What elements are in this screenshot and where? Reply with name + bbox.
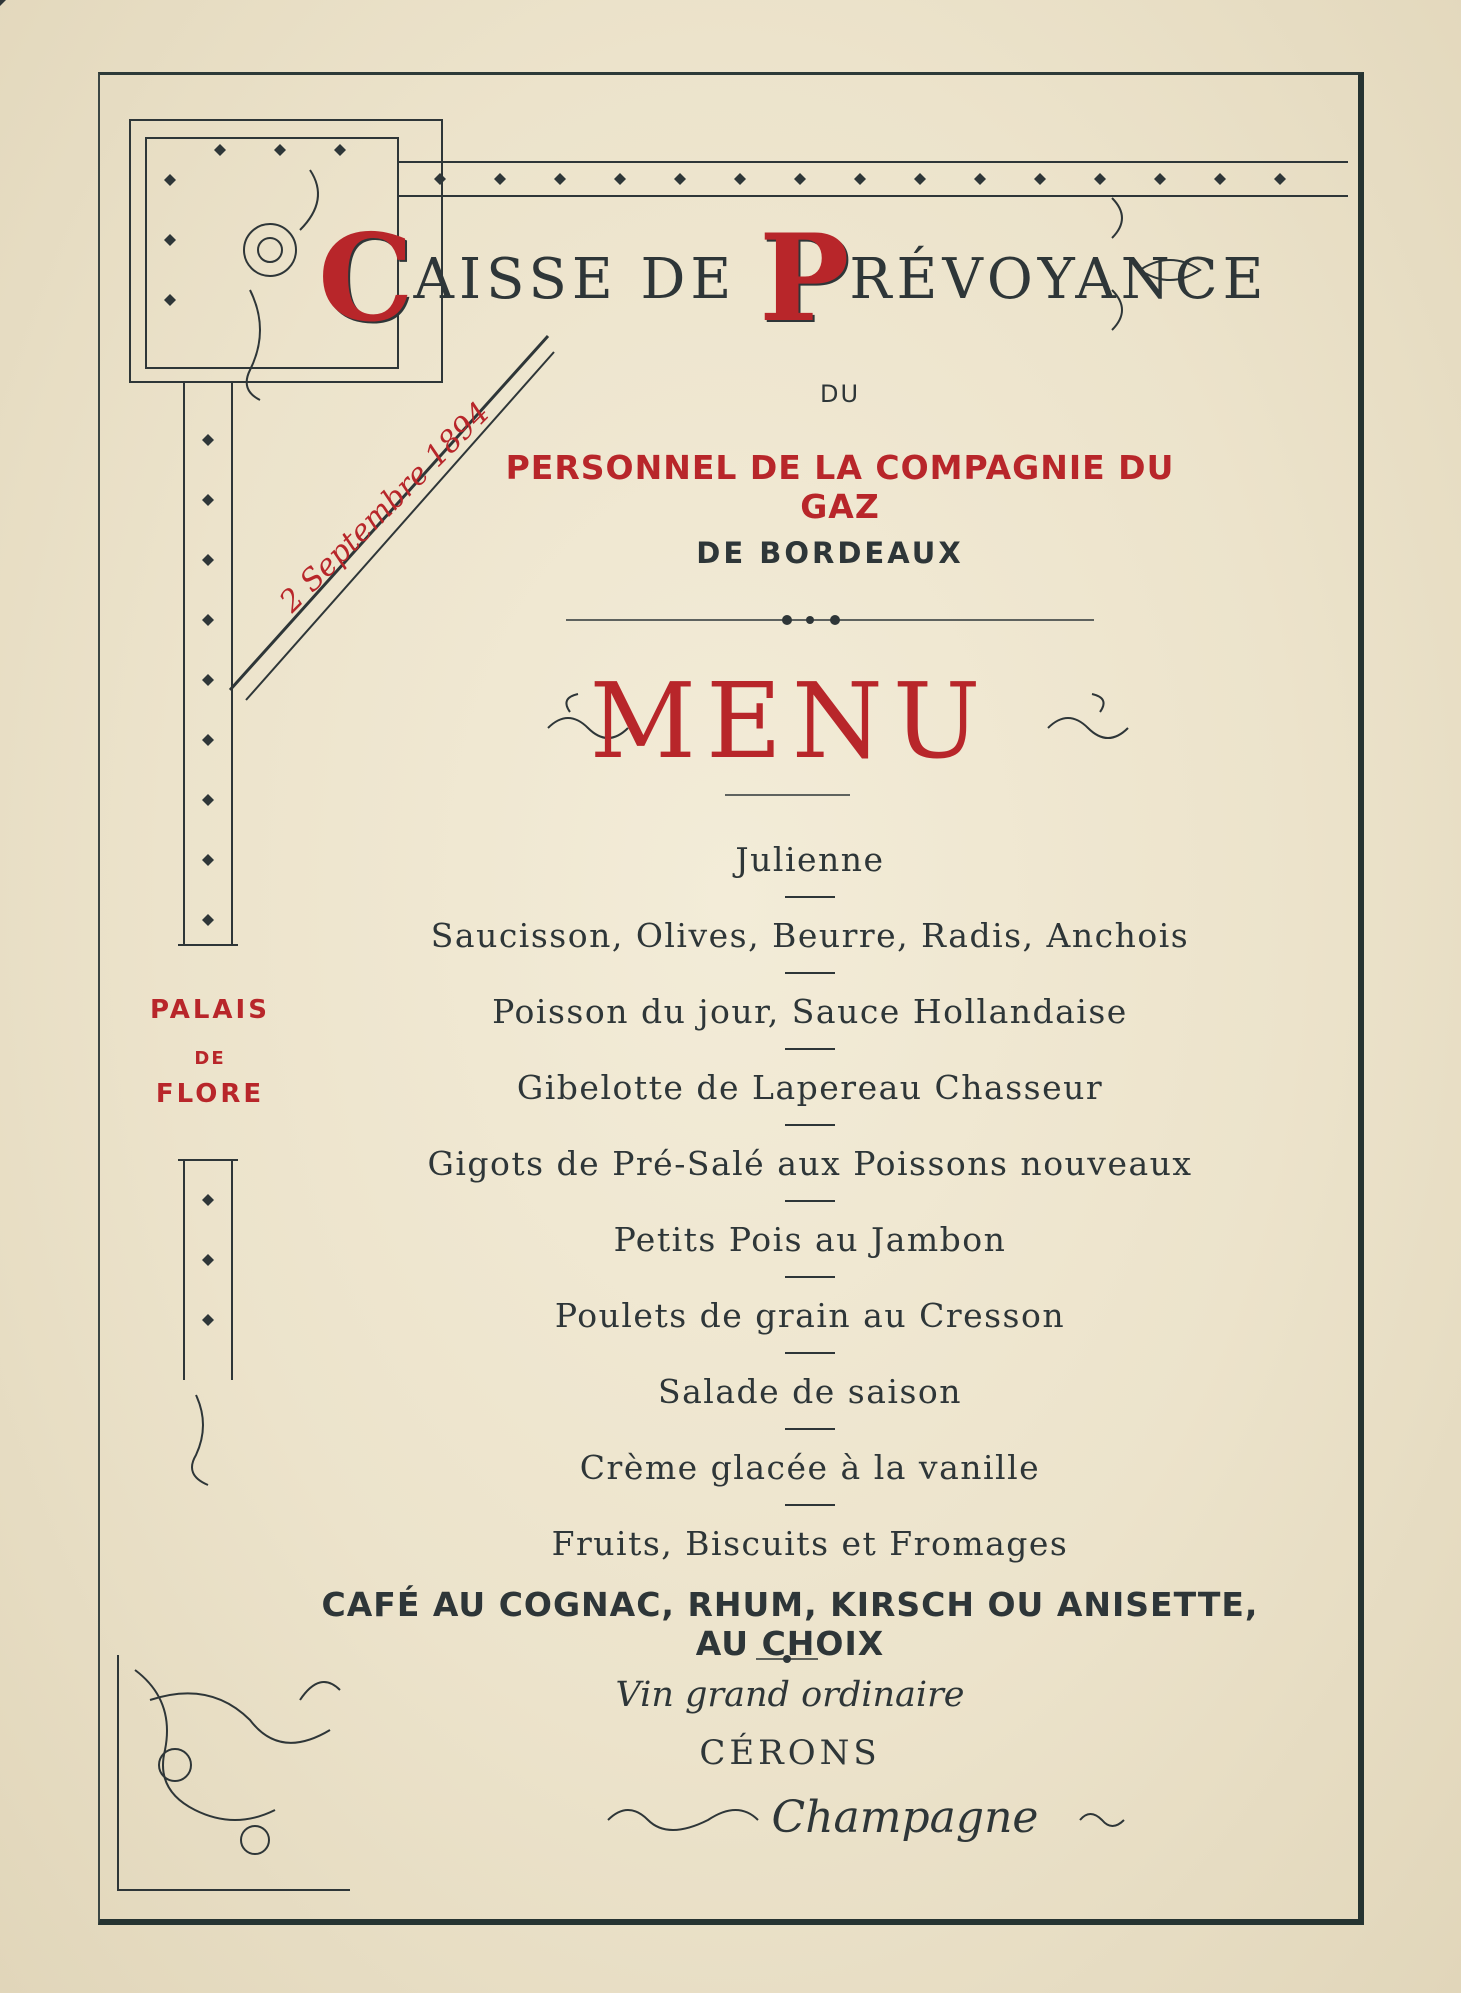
item-label: Petits Pois au Jambon: [613, 1220, 1007, 1259]
item-label: Poisson du jour, Sauce Hollandaise: [492, 992, 1128, 1031]
event-date: 2 Septembre 1894: [273, 395, 497, 620]
list-item: [360, 1278, 1260, 1354]
venue-label: [120, 995, 300, 1109]
list-item: [360, 1354, 1260, 1430]
title-text-2: RÉVOYANCE: [849, 247, 1269, 312]
item-label: Crème glacée à la vanille: [579, 1448, 1041, 1487]
item-label: Poulets de grain au Cresson: [554, 1296, 1066, 1335]
subtitle-company: PERSONNEL DE LA COMPAGNIE DU GAZ: [505, 448, 1175, 526]
item-label: Gigots de Pré-Salé aux Poissons nouveaux: [427, 1144, 1193, 1183]
list-item: [360, 1050, 1260, 1126]
title-initial-c: C: [318, 208, 414, 349]
venue-line-1: PALAIS: [150, 995, 270, 1025]
list-item: [360, 1506, 1260, 1582]
venue-line-3: FLORE: [155, 1079, 265, 1109]
venue-line-2: DE: [194, 1048, 226, 1069]
item-label: Fruits, Biscuits et Fromages: [551, 1524, 1069, 1563]
item-label: Saucisson, Olives, Beurre, Radis, Anchois: [430, 916, 1190, 955]
subtitle-du: DU: [819, 380, 861, 408]
item-label: Julienne: [735, 840, 885, 879]
menu-title: MENU: [589, 660, 991, 782]
wine-line-1: Vin grand ordinaire: [615, 1675, 965, 1715]
list-item: [360, 898, 1260, 974]
item-label: Gibelotte de Lapereau Chasseur: [516, 1068, 1104, 1107]
coffee-line: CAFÉ AU COGNAC, RHUM, KIRSCH OU ANISETTE, AU CHOIX: [321, 1585, 1259, 1663]
item-label: Salade de saison: [657, 1372, 963, 1411]
title-text-1: AISSE DE: [413, 247, 760, 312]
wine-line-3: Champagne: [771, 1792, 1039, 1843]
association-title: [318, 208, 1269, 349]
list-item: [360, 822, 1260, 898]
list-item: [360, 1430, 1260, 1506]
subtitle-city: DE BORDEAUX: [696, 536, 964, 570]
title-initial-p: P: [759, 208, 850, 349]
list-item: [360, 1126, 1260, 1202]
menu-items-list: [360, 822, 1260, 1582]
list-item: [360, 974, 1260, 1050]
wine-line-2: CÉRONS: [699, 1733, 881, 1773]
list-item: [360, 1202, 1260, 1278]
